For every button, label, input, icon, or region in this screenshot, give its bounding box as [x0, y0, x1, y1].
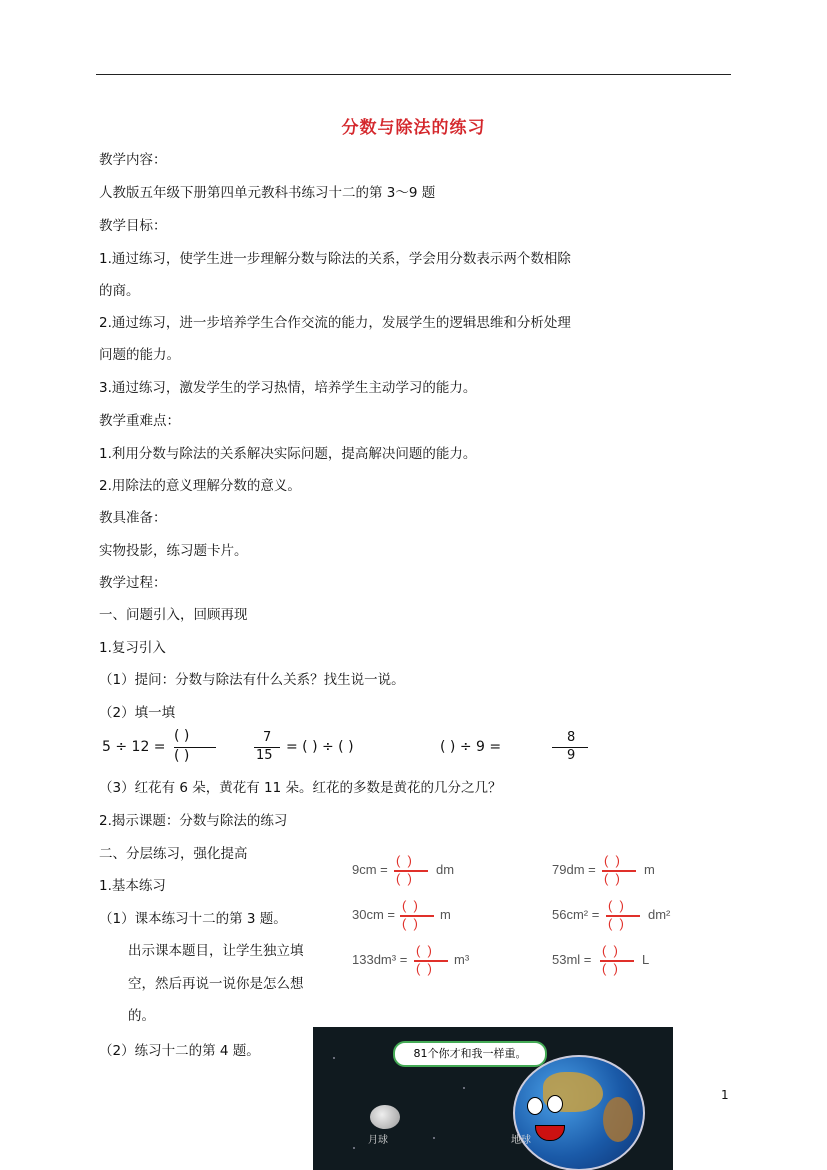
- conversion-unit: m: [440, 907, 451, 922]
- eye-icon: [547, 1095, 563, 1113]
- text-line: 1.基本练习: [99, 878, 166, 894]
- text-line: 教学目标：: [99, 218, 167, 234]
- star-icon: [333, 1057, 335, 1059]
- conversion-item: [352, 898, 451, 931]
- text-line: 一、问题引入，回顾再现: [99, 607, 248, 623]
- moon-earth-illustration: [313, 1027, 673, 1170]
- blank-paren: ( ): [416, 961, 432, 976]
- text-line: 二、分层练习，强化提高: [99, 846, 248, 862]
- blank-paren: ( ): [402, 898, 418, 913]
- eq-a-left: 5 ÷ 12 =: [102, 739, 166, 755]
- conversion-item: [352, 943, 470, 976]
- text-line: 教学过程：: [99, 575, 167, 591]
- text-line: （3）红花有 6 朵，黄花有 11 朵。红花的多数是黄花的几分之几？: [99, 780, 502, 796]
- text-line: 出示课本题目，让学生独立填: [128, 943, 304, 959]
- conversion-item: [552, 853, 655, 886]
- text-line: 实物投影，练习题卡片。: [99, 543, 248, 559]
- text-line: （2）练习十二的第 4 题。: [99, 1043, 260, 1059]
- text-line: 教具准备：: [99, 510, 167, 526]
- conversion-unit: m³: [454, 952, 470, 967]
- moon-label: 月球: [368, 1135, 388, 1146]
- blank-paren: ( ): [396, 853, 412, 868]
- blank-paren: ( ): [608, 916, 624, 931]
- conversion-unit: dm²: [648, 907, 671, 922]
- star-icon: [463, 1087, 465, 1089]
- text-line: 教学重难点：: [99, 413, 180, 429]
- continent-shape: [603, 1097, 633, 1142]
- earth-label: 地球: [511, 1135, 531, 1146]
- eq-b-denominator: 15: [256, 748, 273, 763]
- text-line: 2.通过练习，进一步培养学生合作交流的能力，发展学生的逻辑思维和分析处理: [99, 315, 571, 331]
- text-line: 1.通过练习，使学生进一步理解分数与除法的关系，学会用分数表示两个数相除: [99, 251, 571, 267]
- speech-bubble: 81个你才和我一样重。: [393, 1041, 547, 1067]
- blank-paren: ( ): [604, 853, 620, 868]
- text-line: （1）课本练习十二的第 3 题。: [99, 911, 287, 927]
- conversion-left: 133dm³ =: [352, 952, 408, 967]
- text-line: 的。: [128, 1008, 155, 1024]
- conversion-unit: dm: [436, 862, 455, 877]
- page-title: 分数与除法的练习: [341, 118, 486, 138]
- page-number: 1: [721, 1088, 729, 1102]
- conversion-item: [552, 943, 650, 976]
- text-line: 2.用除法的意义理解分数的意义。: [99, 478, 301, 494]
- eq-b-rest: = ( ) ÷ ( ): [286, 739, 354, 755]
- conversion-left: 79dm =: [552, 862, 596, 877]
- text-line: 的商。: [99, 283, 140, 299]
- text-line: 空，然后再说一说你是怎么想: [128, 976, 304, 992]
- text-line: 人教版五年级下册第四单元教科书练习十二的第 3～9 题: [99, 185, 436, 201]
- fill-in-equations: [102, 728, 602, 768]
- eq-c-numerator: 8: [567, 730, 576, 745]
- text-line: 1.复习引入: [99, 640, 166, 656]
- conversion-left: 53ml =: [552, 952, 592, 967]
- blank-paren: ( ): [602, 943, 618, 958]
- conversion-left: 9cm =: [352, 862, 388, 877]
- blank-paren: ( ): [416, 943, 432, 958]
- eq-b-numerator: 7: [263, 730, 272, 745]
- blank-paren: ( ): [604, 871, 620, 886]
- conversion-item: [552, 898, 671, 931]
- text-line: 教学内容：: [99, 152, 167, 168]
- conversion-item: [352, 853, 455, 886]
- text-line: （1）提问：分数与除法有什么关系？找生说一说。: [99, 672, 405, 688]
- eq-c-left: ( ) ÷ 9 =: [440, 739, 502, 755]
- text-line: 3.通过练习，激发学生的学习热情，培养学生主动学习的能力。: [99, 380, 477, 396]
- blank-paren: ( ): [608, 898, 624, 913]
- star-icon: [353, 1147, 355, 1149]
- moon-icon: [370, 1105, 400, 1129]
- conversion-unit: m: [644, 862, 655, 877]
- unit-conversion-exercise: [342, 852, 682, 987]
- blank-numerator: ( ): [174, 728, 190, 744]
- star-icon: [433, 1137, 435, 1139]
- text-line: 1.利用分数与除法的关系解决实际问题，提高解决问题的能力。: [99, 446, 477, 462]
- text-line: 2.揭示课题：分数与除法的练习: [99, 813, 288, 829]
- conversion-unit: L: [642, 952, 650, 967]
- blank-denominator: ( ): [174, 748, 190, 764]
- text-line: （2）填一填: [99, 705, 176, 721]
- conversion-left: 30cm =: [352, 907, 395, 922]
- header-rule: [96, 74, 731, 75]
- blank-paren: ( ): [396, 871, 412, 886]
- conversion-left: 56cm² =: [552, 907, 600, 922]
- blank-paren: ( ): [602, 961, 618, 976]
- blank-paren: ( ): [402, 916, 418, 931]
- text-line: 问题的能力。: [99, 347, 180, 363]
- eq-c-denominator: 9: [567, 748, 576, 763]
- eye-icon: [527, 1097, 543, 1115]
